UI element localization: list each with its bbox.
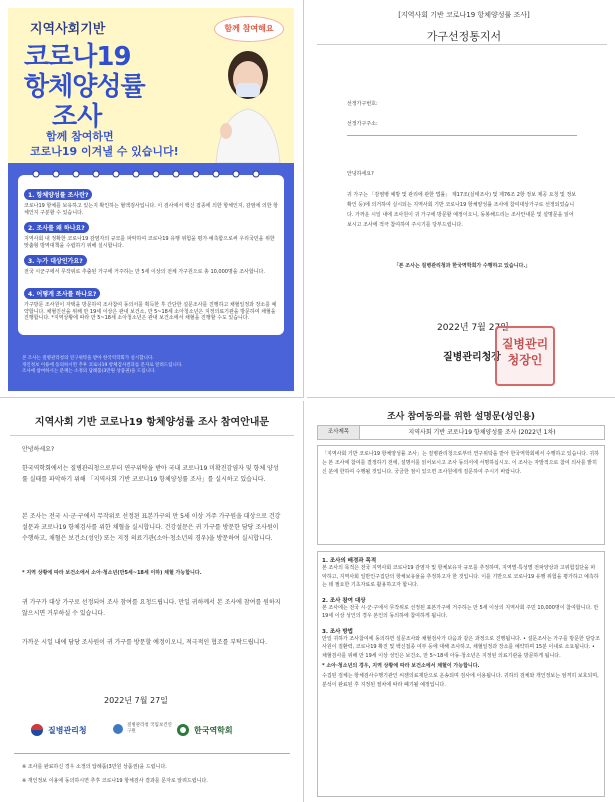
consent-title: 조사 참여동의를 위한 설명문(성인용) [386,412,536,422]
section-body: 지역사회 내 정확한 코로나19 감염자의 규모를 파악하여 코로나19 유행 위험을 평가·예측함으로써 우리국민을 위한 맞춤형 방역대책을 수립하기 위해 실시합니다. [24,236,275,249]
section-body: 전국 시군구에서 무작위로 추출된 가구에 거주하는 만 5세 이상의 전체 가구원으로 총 10,000명을 조사합니다. [24,269,265,275]
section-body: 만일 귀하가 조사참여에 동의하면 설문조사와 채혈검사가 다음과 같은 과정으로 진행됩니다. • 설문조사는 가구를 방문한 담당조사원이 질환력, 코로나19 확진 및 백신접종 여부 등에 대해 조사하고, 채혈일정과 장소를 예약하며 15분 이내로 소요됩니다. • 채혈검사를 위해 만 19세 이상 성인은 보건소, 만 5~18세 아동·청소년은 지정된 의료기관을 방문하게 됩니다. [322,635,600,659]
divider [10,435,294,436]
divider [317,44,607,45]
poster-title-line3: 항체양성률 [24,72,145,102]
notification-letter [307,0,615,398]
divider [347,135,577,136]
section-heading: 3. 조사 방법 [322,628,353,635]
section-heading: 2. 조사 참여 대상 [322,597,366,604]
speech-bubble: 함께 참여해요 [214,16,284,42]
consent-intro: 「지역사회 기반 코로나19 항체양성률 조사」는 질병관리청으로부터 연구위탁을 받아 한국역학회에서 수행하고 있습니다. 귀하는 본 조사에 참여를 결정하기 전에, 설명서를 읽어보시고 조사 동의서에 서명하십시오. 이 조사는 자발적으로 참여 의사를 밝히신 분에 한하여 수행될 것입니다. 궁금한 점이 있으면 조사원에게 질문하여 주시기 바랍니다. [322,451,599,475]
logo-nih [112,723,173,735]
guide-paragraph: 귀 가구가 대상 가구로 선정되어 조사 참여를 요청드립니다. 만일 귀하께서 본 조사에 참여를 원하지 않으시면 거부하실 수 있습니다. [22,599,281,617]
section-heading: 3. 누가 대상인가요? [24,255,87,266]
household-address-label: 선정가구주소: [347,121,378,127]
footer-line: 본 조사는 질병관리청의 연구위탁을 받아 한국역학회가 실시합니다. [22,356,154,361]
poster-slogan1: 함께 참여하면 [46,130,114,143]
logo-text: 질병관리청 [48,725,87,735]
guide-date: 2022년 7월 27일 [104,696,168,705]
guide-note: * 지역 상황에 따라 보건소에서 소아·청소년(만5세~18세 이하) 채혈 가능합니다. [22,570,202,576]
section-2 [24,215,280,249]
letter-body: 귀 가구는 「감염병 예방 및 관리에 관한 법률」 제17조(실태조사) 및 제76조 2항 정보 제공 요청 및 정보 확인 등)에 의거하여 실시되는 지역사회 기반 코로나19 항체양성률 조사에 참여대상가구로 선정되었습니다. 가까운 시일 내에 조사원이 귀 가구에 방문할 예정이오니, 동봉해드리는 조사안내문 및 설명문을 읽어보시고 조사에 적극 참여하여 주시기를 당부드립니다. [347,192,577,228]
logo-text: 질병관리청 국립보건연구원 [127,723,172,734]
consent-intro-box [317,445,605,545]
guide-paragraph: 한국역학회에서는 질병관리청으로부터 연구위탁을 받아 국내 코로나19 미확진감염자 및 항체 양성률 실태를 파악하기 위해 「지역사회 기반 코로나19 항체양성률 조사」를 실시하고 있습니다. [22,465,279,483]
person-illustration [206,45,288,163]
guide-greeting: 안녕하세요? [22,446,55,453]
footer-line: 조사에 참여하시는 분께는 소정의 답례품(3만원 상품권)을 드립니다. [22,369,156,374]
consent-explanation [307,401,615,802]
poster-panel [0,0,304,398]
section-body: 코로나19 항체를 보유하고 있는지 확인하는 혈액검사입니다. 이 검사에서 백신 접종에 의한 항체인지, 감염에 의한 항체인지 구분할 수 있습니다. [24,203,278,216]
consent-sections [317,551,605,797]
participation-guide [0,401,304,802]
poster-slogan2: 코로나19 이겨낼 수 있습니다! [30,145,179,158]
section-body: 본 조사의 목적은 전국 지역사회 코로나19 감염자 및 항체보유자 규모를 추정하며, 지역별·특성별 전파양상과 고위험집단을 파악하고, 지역사회 일반인구집단의 항체보유율을 추정하고자 한 것입니다. 이를 기반으로 코로나19 유행 위험을 평가하고 예측하는 데 필요한 기초자료로 활용하고자 합니다. [322,565,599,588]
letter-note: 「본 조사는 질병관리청과 한국역학회가 수행하고 있습니다.」 [393,263,531,269]
letter-header: [지역사회 기반 코로나19 항체양성률 조사] [398,11,530,19]
letter-signature: 질병관리청장 [443,352,501,363]
survey-title-label: 조사제목 [318,426,360,439]
section-4 [24,281,280,322]
logo-text: 한국역학회 [194,725,233,735]
section-body: 가구방문 조사원이 자택을 방문하여 조사참여 동의서를 획득한 후 간단한 설문조사를 진행하고 채혈일정과 장소를 예약합니다. 채혈진선을 위해 만 19세 이상은 관내 보건소, 만 5~18세 소아청소년은 지정의료기관을 방문하여 채혈을 진행합니다. *지역상황에 따라 만 5~18세 소아청소년은 관내 보건소에서 채혈을 진행할 수도 있습니다. [24,302,277,321]
official-seal: 질병관리청장인 [495,326,555,386]
section-note: * 소아·청소년의 경우, 지역 상황에 따라 보건소에서 채혈이 가능합니다. [322,663,480,669]
household-number-label: 선정가구번호: [347,101,378,107]
kdca-logo-icon [30,723,44,737]
letter-date: 2022년 7월 27일 [437,323,509,333]
poster-footer [22,356,282,376]
section-heading: 1. 항체양성률 조사란? [24,189,92,200]
survey-title-value: 지역사회 기반 코로나19 항체양성률 조사 (2022년 1차) [408,429,556,436]
footer-line: 개인정보 이용에 동의하시면 추후 코로나19 항체검사결과를 문자로 알려드립니다. [22,362,183,368]
section-body: 본 조사에는 전국 시·군·구에서 무작위로 선정된 표본가구에 거주하는 만 5세 이상의 지역사회 주민 10,000명이 참여합니다. 만 19세 이상 성인의 경우 본인의 동의하에 참여하게 됩니다. [322,604,599,619]
section-body: 수집된 검체는 항체검사수행기관인 씨젠의료재단으로 운송되며 검사에 이용됩니다. 귀하의 검체와 개인정보는 엄격히 보호되며, 분석이 완료된 후 지정된 절차에 따라 폐기될 예정입니다. [322,673,599,688]
letter-title: 가구선정통지서 [426,30,502,43]
greeting: 안녕하세요? [347,171,374,177]
nih-logo-icon [112,723,124,735]
guide-footnote: ※ 조사를 완료하신 경우 소정의 답례품(3만원 상품권)을 드립니다. [22,764,167,770]
poster-title-line2: 코로나19 [24,42,131,72]
guide-footnote: ※ 개인정보 이용에 동의하시면 추후 코로나19 항체검사 결과를 문자로 알려드립니다. [22,778,208,784]
logo-kdca [30,723,87,737]
binder-rings [26,169,276,179]
logo-kse [176,723,233,737]
section-heading: 4. 어떻게 조사를 하나요? [24,288,100,299]
guide-paragraph: 본 조사는 전국 시·군·구에서 무작위로 선정된 표본가구의 만 5세 이상 거주 가구원을 대상으로 건강설문과 코로나19 항체검사를 위한 채혈을 실시합니다. 건강설문은 귀 가구를 방문한 담당 조사원이 수행하고, 채혈은 보건소(성인) 또는 지정 의료기관(소아·청소년의 경우)을 방문하여 실시합니다. [22,513,281,542]
section-1 [24,182,280,216]
guide-title: 지역사회 기반 코로나19 항체양성률 조사 참여안내문 [34,417,270,428]
poster-title-line1: 지역사회기반 [30,22,106,37]
guide-paragraph: 가까운 시일 내에 담당 조사원이 귀 가구를 방문할 예정이오니, 적극적인 협조를 부탁드립니다. [22,639,268,646]
poster-title-line4: 조사 [52,102,103,132]
divider [14,753,290,754]
section-heading: 1. 조사의 배경과 목적 [322,558,377,564]
section-3 [24,248,280,276]
kse-logo-icon [176,723,190,737]
survey-title-table [317,425,605,440]
section-heading: 2. 조사를 왜 하나요? [24,222,89,233]
